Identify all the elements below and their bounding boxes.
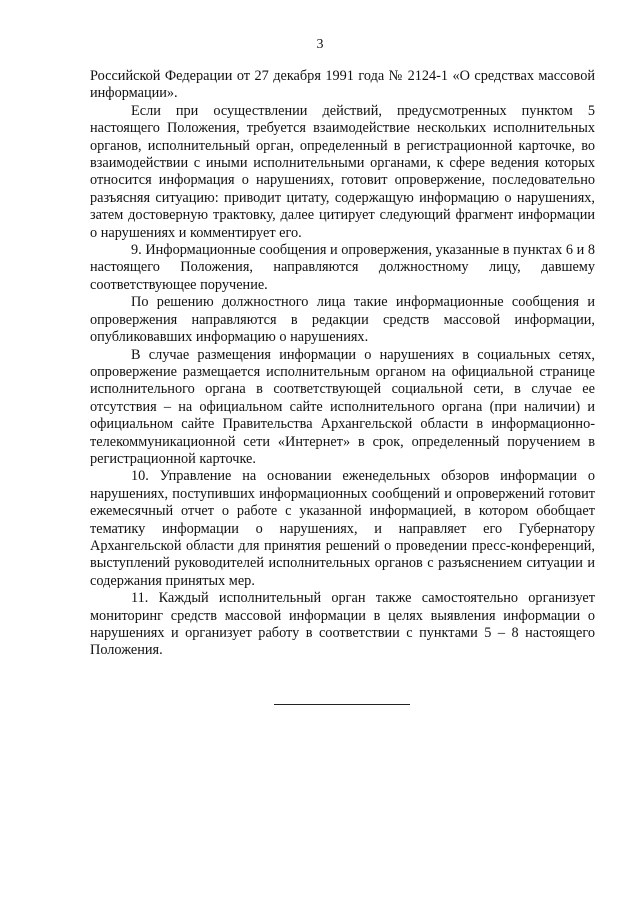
paragraph-continuation: Российской Федерации от 27 декабря 1991 года № 2124-1 «О средствах массовой информации».	[90, 68, 595, 102]
paragraph-item-9: 9. Информационные сообщения и опровержения, указанные в пунктах 6 и 8 настоящего Положения, направляются должностному лицу, давшему соответствующее поручение.	[90, 242, 595, 293]
paragraph-interaction: Если при осуществлении действий, предусмотренных пунктом 5 настоящего Положения, требуется взаимодействие нескольких исполнительных органов, исполнительный орган, определенный в регистрационной карточке, во взаимодействии с иными исполнительными органами, к сфере ведения которых относится информация о нарушениях, готовит опровержение, последовательно разъясняя ситуацию: приводит цитату, содержащую информацию о нарушениях, затем достоверную трактовку, далее цитирует следующий фрагмент информации о нарушениях и комментирует его.	[90, 102, 595, 241]
paragraph-item-11: 11. Каждый исполнительный орган также самостоятельно организует мониторинг средств массовой информации в целях выявления информации о нарушениях и организует работу в соответствии с пунктами 5 – 8 настоящего Положения.	[90, 590, 595, 659]
closing-divider-line	[274, 704, 410, 705]
page-number: 3	[316, 37, 324, 52]
paragraph-official-decision: По решению должностного лица такие информационные сообщения и опровержения направляются в редакции средств массовой информации, опубликовавших информацию о нарушениях.	[90, 294, 595, 346]
document-body	[90, 68, 595, 660]
paragraph-social-networks: В случае размещения информации о нарушениях в социальных сетях, опровержение размещается исполнительным органом на официальной странице исполнительного органа в соответствующей социальной сети, в случае ее отсутствия – на официальном сайте исполнительного органа (при наличии) и официальном сайте Правительства Архангельской области в информационно-телекоммуникационной сети «Интернет» в срок, определенный поручением в регистрационной карточке.	[90, 346, 595, 467]
paragraph-item-10: 10. Управление на основании еженедельных обзоров информации о нарушениях, поступивших информационных сообщений и опровержений готовит ежемесячный отчет о работе с указанной информацией, в котором обобщает тематику информации о нарушениях, и направляет его Губернатору Архангельской области для принятия решений о проведении пресс-конференций, выступлений руководителей исполнительных органов с разъяснением ситуации и содержания принятых мер.	[90, 468, 595, 589]
